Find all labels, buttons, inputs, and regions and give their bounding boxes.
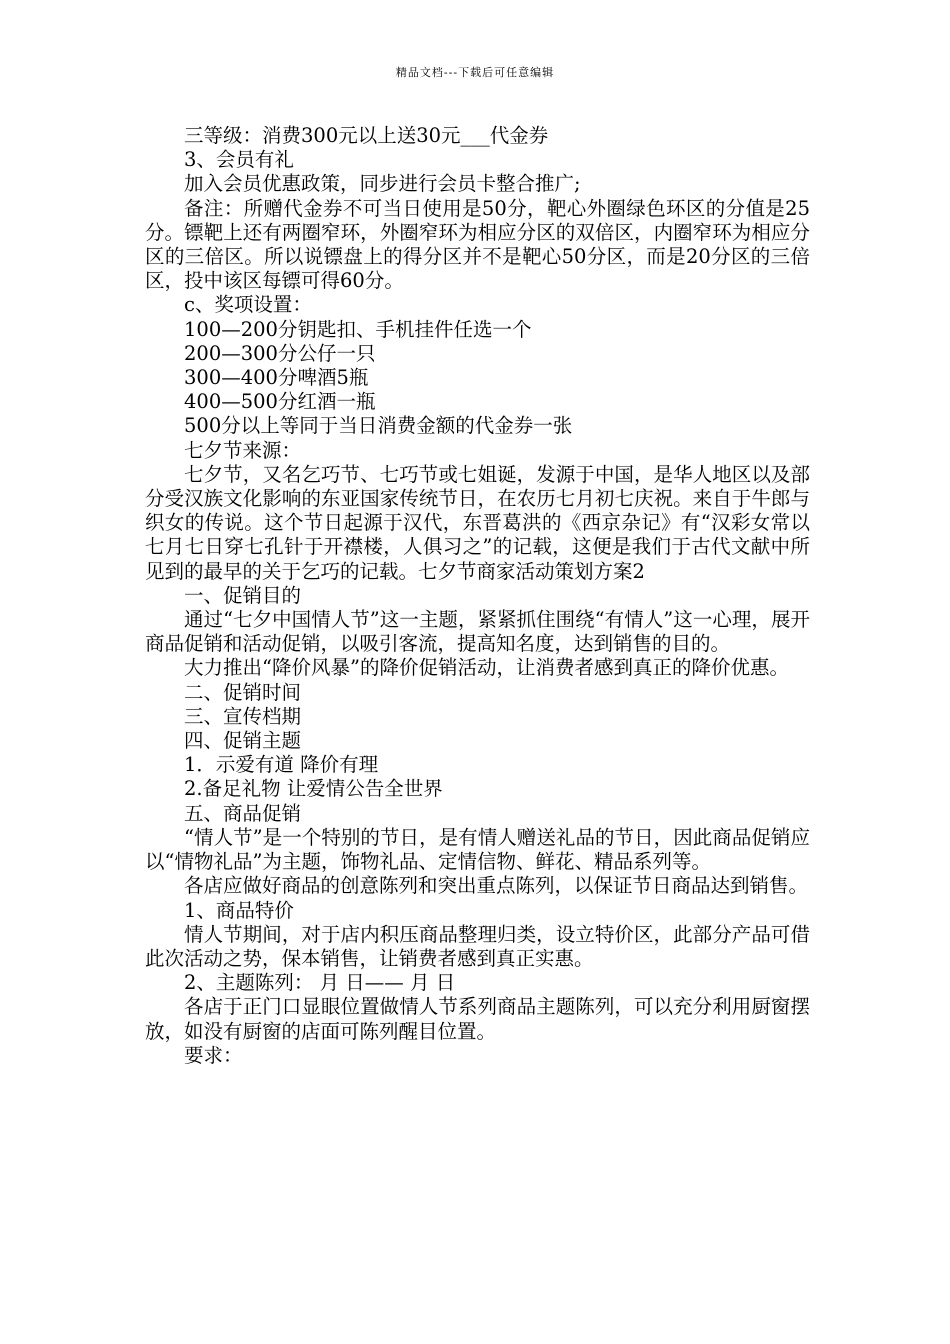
paragraph: “情人节”是一个特别的节日，是有情人赠送礼品的节日，因此商品促销应以“情物礼品”为主题，饰物礼品、定情信物、鲜花、精品系列等。 [145, 825, 810, 874]
paragraph: 三、宣传档期 [184, 704, 302, 728]
paragraph: 400—500分红酒一瓶 [184, 390, 376, 414]
paragraph: 200—300分公仔一只 [184, 341, 376, 365]
paragraph: 各店应做好商品的创意陈列和突出重点陈列，以保证节日商品达到销售。 [184, 874, 809, 898]
paragraph: 3、会员有礼 [184, 148, 294, 172]
paragraph: 五、商品促销 [184, 801, 302, 825]
paragraph: 1、商品特价 [184, 898, 294, 922]
paragraph: 2、主题陈列： 月 日—— 月 日 [184, 971, 456, 995]
page-header: 精品文档---下载后可任意编辑 [395, 66, 555, 79]
paragraph: 100—200分钥匙扣、手机挂件任选一个 [184, 317, 532, 341]
paragraph: 一、促销目的 [184, 583, 302, 607]
paragraph: 各店于正门口显眼位置做情人节系列商品主题陈列，可以充分利用厨窗摆放，如没有厨窗的店面可陈列醒目位置。 [145, 995, 810, 1043]
paragraph: 通过“七夕中国情人节”这一主题，紧紧抓住围绕“有情人”这一心理，展开商品促销和活动促销，以吸引客流，提高知名度，达到销售的目的。 [145, 608, 810, 656]
paragraph: 2.备足礼物 让爱情公告全世界 [184, 777, 443, 801]
paragraph: 三等级：消费300元以上送30元___代金券 [184, 124, 549, 147]
paragraph: 大力推出“降价风暴”的降价促销活动，让消费者感到真正的降价优惠。 [184, 656, 789, 680]
paragraph: 500分以上等同于当日消费金额的代金券一张 [184, 414, 573, 438]
paragraph: 七夕节，又名乞巧节、七巧节或七姐诞，发源于中国，是华人地区以及部分受汉族文化影响的东亚国家传统节日，在农历七月初七庆祝。来自于牛郎与织女的传说。这个节日起源于汉代，东晋葛洪的《西京杂记》有“汉彩女常以七月七日穿七孔针于开襟楼，人俱习之”的记载，这便是我们于古代文献中所见到的最早的关于乞巧的记载。七夕节商家活动策划方案2 [145, 462, 810, 583]
paragraph: c、奖项设置： [184, 293, 312, 317]
paragraph: 四、促销主题 [184, 729, 302, 753]
document-body [145, 124, 810, 1068]
paragraph: 七夕节来源： [184, 438, 302, 462]
paragraph: 二、促销时间 [184, 680, 302, 704]
paragraph: 1．示爱有道 降价有理 [184, 753, 379, 777]
paragraph: 300—400分啤酒5瓶 [184, 366, 369, 390]
paragraph: 备注：所赠代金券不可当日使用是50分，靶心外圈绿色环区的分值是25分。镖靶上还有两圈窄环，外圈窄环为相应分区的双倍区，内圈窄环为相应分区的三倍区。所以说镖盘上的得分区并不是靶心50分区，而是20分区的三倍区，投中该区每镖可得60分。 [145, 196, 810, 293]
paragraph: 情人节期间，对于店内积压商品整理归类，设立特价区，此部分产品可借此次活动之势，保本销售，让销费者感到真正实惠。 [145, 922, 810, 970]
paragraph: 要求： [184, 1043, 243, 1067]
paragraph: 加入会员优惠政策，同步进行会员卡整合推广; [184, 172, 581, 196]
